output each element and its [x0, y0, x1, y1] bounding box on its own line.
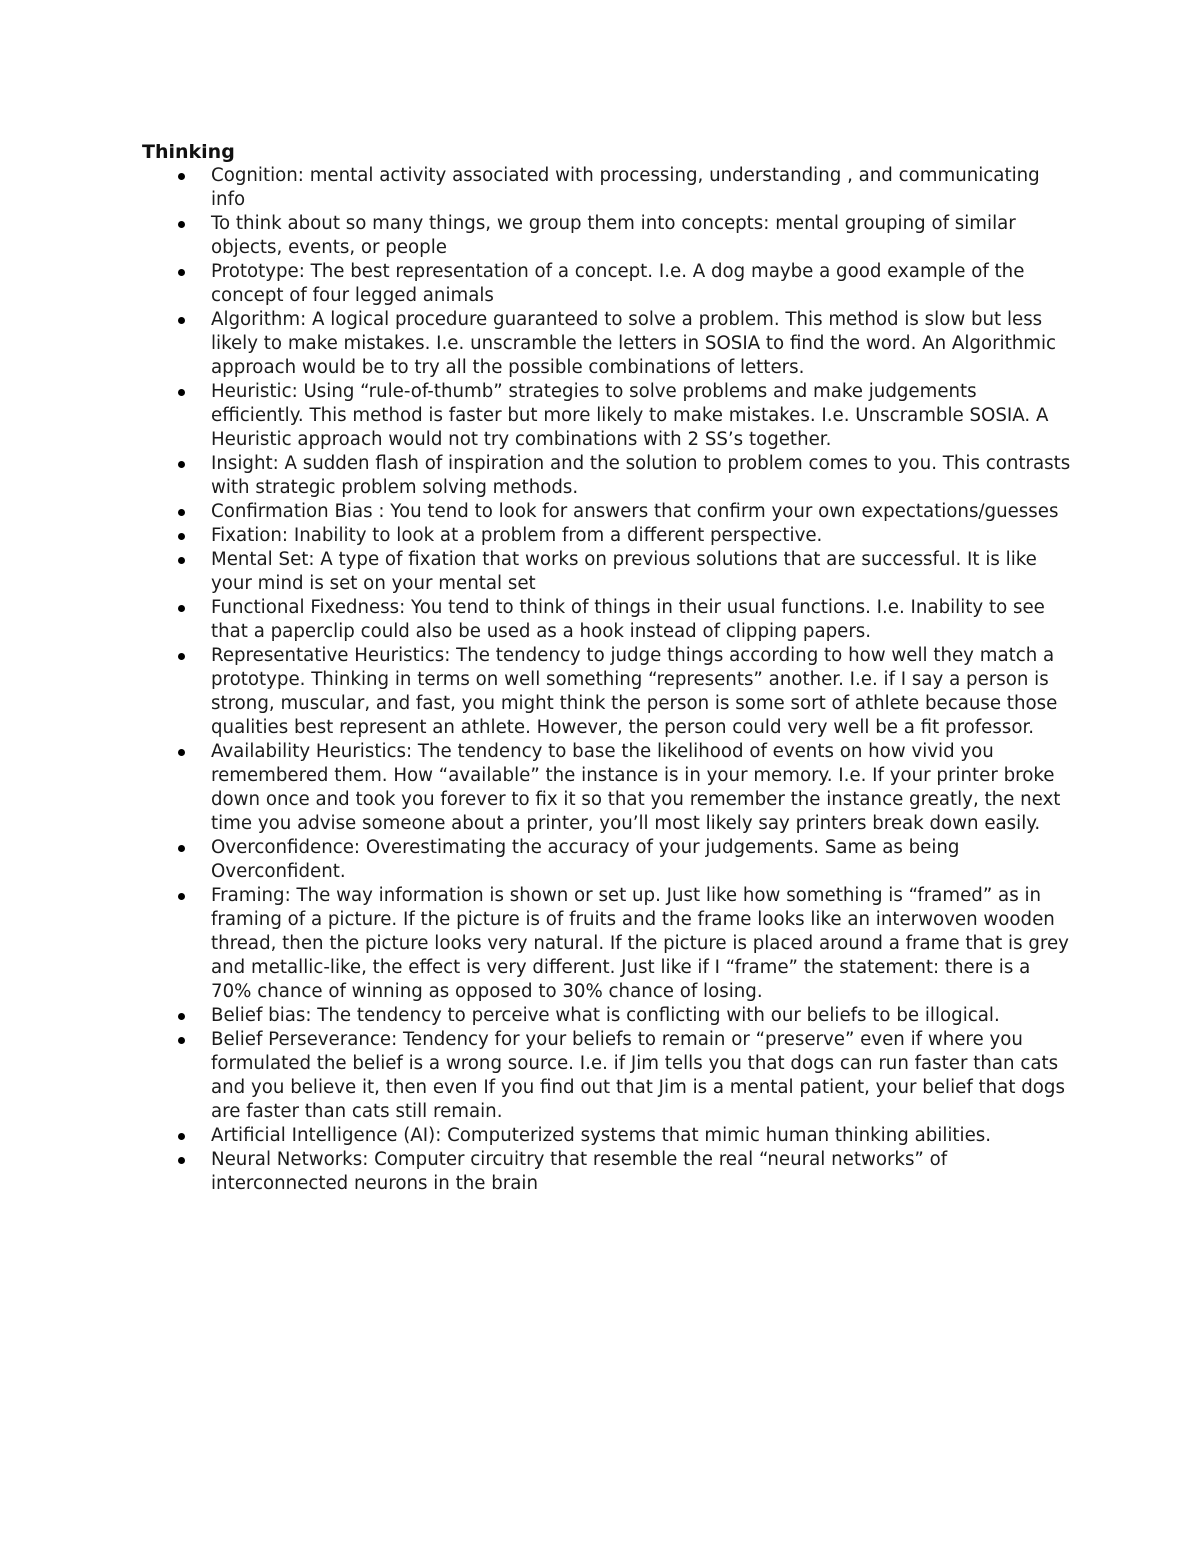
list-item [142, 452, 1072, 500]
bullet-icon [178, 269, 185, 276]
bullet-icon [178, 893, 185, 900]
bullet-icon [178, 1157, 185, 1164]
bullet-icon [178, 1037, 185, 1044]
list-item [142, 1028, 1072, 1124]
bullet-list [142, 164, 1072, 1196]
list-item [142, 740, 1072, 836]
list-item-text: Overconfidence: Overestimating the accuracy of your judgements. Same as being Overconfident. [211, 837, 960, 882]
list-item-text: Availability Heuristics: The tendency to base the likelihood of events on how vivid you remembered them. How “available” the instance is in your memory. I.e. If your printer broke down once and took you forever to fix it so that you remember the instance greatly, the next time you advise someone about a printer, you’ll most likely say printers break down easily. [211, 741, 1061, 834]
bullet-icon [178, 1133, 185, 1140]
bullet-icon [178, 317, 185, 324]
list-item-text: Insight: A sudden flash of inspiration and the solution to problem comes to you. This contrasts with strategic problem solving methods. [211, 453, 1071, 498]
list-item-text: Belief bias: The tendency to perceive what is conflicting with our beliefs to be illogical. [211, 1005, 1000, 1026]
list-item [142, 1004, 1072, 1028]
list-item-text: Neural Networks: Computer circuitry that resemble the real “neural networks” of interconnected neurons in the brain [211, 1149, 948, 1194]
bullet-icon [178, 1013, 185, 1020]
list-item [142, 380, 1072, 452]
document-body [142, 140, 1072, 1196]
list-item [142, 548, 1072, 596]
list-item [142, 884, 1072, 1004]
bullet-icon [178, 749, 185, 756]
list-item-text: Functional Fixedness: You tend to think of things in their usual functions. I.e. Inability to see that a paperclip could also be used as a hook instead of clipping papers. [211, 597, 1045, 642]
bullet-icon [178, 221, 185, 228]
bullet-icon [178, 557, 185, 564]
bullet-icon [178, 173, 185, 180]
list-item [142, 260, 1072, 308]
list-item [142, 308, 1072, 380]
bullet-icon [178, 389, 185, 396]
list-item [142, 1124, 1072, 1148]
list-item [142, 1148, 1072, 1196]
list-item-text: Heuristic: Using “rule-of-thumb” strategies to solve problems and make judgements efficiently. This method is faster but more likely to make mistakes. I.e. Unscramble SOSIA. A Heuristic approach would not try combinations with 2 SS’s together. [211, 381, 1049, 450]
list-item-text: Artificial Intelligence (AI): Computerized systems that mimic human thinking abilities. [211, 1125, 992, 1146]
list-item-text: Algorithm: A logical procedure guaranteed to solve a problem. This method is slow but less likely to make mistakes. I.e. unscramble the letters in SOSIA to find the word. An Algorithmic approach would be to try all the possible combinations of letters. [211, 309, 1057, 378]
list-item-text: Representative Heuristics: The tendency to judge things according to how well they match a prototype. Thinking in terms on well something “represents” another. I.e. if I say a person is strong, muscular, and fast, you might think the person is some sort of athlete because those qualities best represent an athlete. However, the person could very well be a fit professor. [211, 645, 1058, 738]
bullet-icon [178, 653, 185, 660]
list-item-text: Belief Perseverance: Tendency for your beliefs to remain or “preserve” even if where you formulated the belief is a wrong source. I.e. if Jim tells you that dogs can run faster than cats and you believe it, then even If you find out that Jim is a mental patient, your belief that dogs are faster than cats still remain. [211, 1029, 1065, 1122]
list-item-text: Confirmation Bias : You tend to look for answers that confirm your own expectations/guesses [211, 501, 1059, 522]
bullet-icon [178, 509, 185, 516]
list-item [142, 836, 1072, 884]
document-title: Thinking [142, 141, 235, 163]
bullet-icon [178, 605, 185, 612]
list-item-text: Fixation: Inability to look at a problem from a different perspective. [211, 525, 823, 546]
list-item [142, 524, 1072, 548]
bullet-icon [178, 461, 185, 468]
list-item [142, 644, 1072, 740]
list-item-text: Framing: The way information is shown or set up. Just like how something is “framed” as in framing of a picture. If the picture is of fruits and the frame looks like an interwoven wooden thread, then the picture looks very natural. If the picture is placed around a frame that is grey and metallic-like, the effect is very different. Just like if I “frame” the statement: there is a 70% chance of winning as opposed to 30% chance of losing. [211, 885, 1069, 1002]
list-item [142, 596, 1072, 644]
list-item [142, 164, 1072, 212]
bullet-icon [178, 845, 185, 852]
list-item-text: Cognition: mental activity associated with processing, understanding , and communicating info [211, 165, 1040, 210]
list-item-text: Prototype: The best representation of a concept. I.e. A dog maybe a good example of the concept of four legged animals [211, 261, 1025, 306]
bullet-icon [178, 533, 185, 540]
list-item [142, 212, 1072, 260]
list-item [142, 500, 1072, 524]
list-item-text: Mental Set: A type of fixation that works on previous solutions that are successful. It is like your mind is set on your mental set [211, 549, 1037, 594]
list-item-text: To think about so many things, we group them into concepts: mental grouping of similar objects, events, or people [211, 213, 1016, 258]
